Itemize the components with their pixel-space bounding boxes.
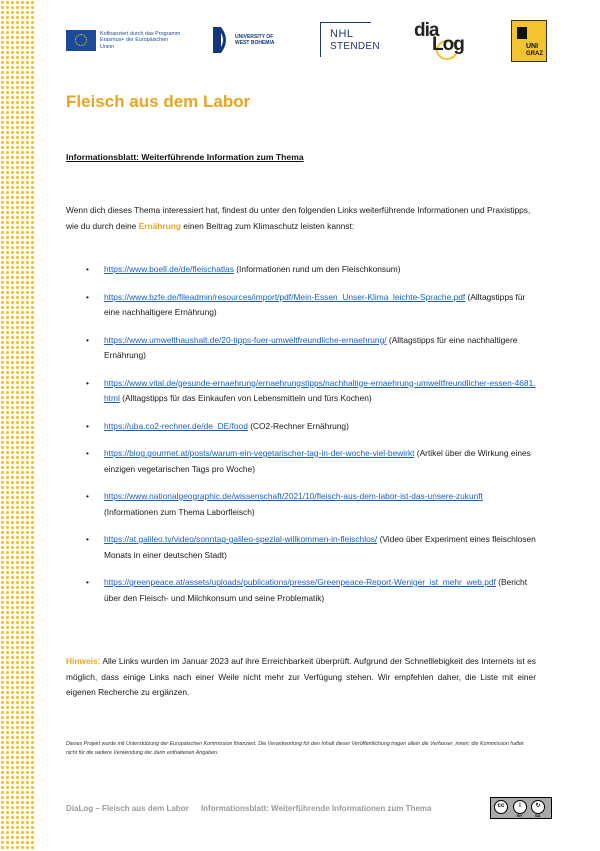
list-item [66, 290, 536, 321]
dotted-margin-decoration [0, 0, 36, 851]
link-description: (Video über Experiment eines fleischlosen Monats in einer deutschen Stadt) [104, 534, 536, 560]
list-item [66, 376, 536, 407]
funding-disclaimer: Dieses Projekt wurde mit Unterstützung der Europäischen Kommission finanziert. Die Verantwortung für den Inhalt dieser Veröffentlichung tragen allein die Verfasser_innen; die Kommission haftet nicht für die weitere Verwendung der darin enthaltenen Angaben. [66, 741, 524, 756]
footer-left: DiaLog – Fleisch aus dem Labor [66, 804, 189, 813]
list-item [66, 575, 536, 606]
resource-link[interactable]: https://www.nationalgeographic.de/wissenschaft/2021/10/fleisch-aus-dem-labor-ist-das-unsere-zukunft [104, 491, 483, 501]
dialog-logo [414, 20, 466, 60]
link-description: (Artikel über die Wirkung eines einzigen vegetarischen Tags pro Woche) [104, 448, 531, 474]
link-description: (CO2-Rechner Ernährung) [247, 420, 349, 431]
resource-link[interactable]: https://uba.co2-rechner.de/de_DE/food [104, 420, 248, 431]
list-item [66, 333, 536, 364]
by-label: BY [517, 813, 523, 818]
page-subtitle: Informationsblatt: Weiterführende Information zum Thema [66, 152, 304, 162]
sa-label: SA [535, 813, 541, 818]
link-description: (Alltagstipps für eine nachhaltigere Ernährung) [104, 291, 526, 317]
uni-text: UNI [526, 43, 539, 50]
logo-header [66, 20, 556, 64]
uwb-mark-icon [213, 25, 231, 55]
sa-share-alike-icon: ↻ [531, 800, 545, 814]
intro-text-after: einen Beitrag zum Klimaschutz leisten kannst: [180, 220, 355, 231]
intro-text-before: Wenn dich dieses Thema interessiert hat, findest du unter den folgenden Links weiterführende Informationen und Praxistipps, wie du durch deine [66, 205, 531, 231]
graz-text: GRAZ [526, 51, 543, 57]
stenden-text: STENDEN [330, 41, 380, 52]
link-description: (Bericht über den Fleisch- und Milchkonsum und seine Problematik) [104, 577, 528, 603]
resource-link[interactable]: https://www.vital.de/gesunde-ernaehrung/ernaehrungstipps/nachhaltige-ernaehrung-umweltfreundlicher-essen-4681.html [104, 377, 536, 403]
list-item [66, 489, 536, 520]
intro-paragraph [66, 203, 536, 234]
footer-right: Informationsblatt: Weiterführende Informationen zum Thema [200, 804, 432, 813]
hint-paragraph [66, 654, 536, 701]
resource-link[interactable]: https://greenpeace.at/assets/uploads/publications/presse/Greenpeace-Report-Weniger_ist_mehr_web.pdf [104, 577, 496, 587]
resource-link[interactable]: https://www.boell.de/de/fleischatlas [104, 264, 234, 274]
uwb-logo [213, 25, 275, 55]
intro-highlight: Ernährung [138, 220, 181, 231]
link-description: (Alltagstipps für eine nachhaltigere Ernährung) [104, 334, 518, 360]
link-description: (Informationen rund um den Fleischkonsum) [233, 264, 401, 274]
eu-flag-icon [66, 30, 96, 51]
nhl-text: NHL [330, 28, 354, 40]
page-title: Fleisch aus dem Labor [66, 92, 251, 111]
link-description: (Alltagstipps für das Einkaufen von Lebensmitteln und fürs Kochen) [119, 393, 372, 403]
nhl-stenden-logo [320, 22, 380, 58]
erasmus-text: Kofinanziert durch das Programm Erasmus+ der Europäischen Union [100, 30, 181, 50]
hint-label: Hinweis: [66, 656, 101, 666]
dialog-text-top: dia [414, 20, 439, 41]
hint-text: Alle Links wurden im Januar 2023 auf ihre Erreichbarkeit überprüft. Aufgrund der Schnelllebigkeit des Internets ist es möglich, dass einige Links nach einer Weile nicht mehr zur Verfügung stehen. Wir empfehlen daher, die Liste mit einer eigenen Recherche zu ergänzen. [66, 656, 536, 697]
resource-link[interactable]: https://blog.gourmet.at/posts/warum-ein-vegetarischer-tag-in-der-woche-viel-bewirkt [104, 448, 415, 458]
resource-link-list [66, 262, 536, 606]
cc-license-badge [490, 797, 552, 819]
page-footer [66, 804, 441, 813]
uni-graz-logo [511, 20, 547, 62]
resource-link[interactable]: https://at.galileo.tv/video/sonntag-galileo-spezial-willkommen-in-fleischlos/ [104, 534, 378, 544]
list-item [66, 262, 536, 278]
list-item [66, 446, 536, 477]
list-item [66, 532, 536, 563]
link-description: (Informationen zum Thema Laborfleisch) [104, 506, 255, 517]
resource-link[interactable]: https://www.umwelthaushalt.de/20-tipps-fuer-umweltfreundliche-ernaehrung/ [104, 334, 387, 345]
uwb-text: UNIVERSITY OF WEST BOHEMIA [235, 34, 275, 46]
erasmus-logo [66, 30, 182, 51]
list-item [66, 419, 536, 435]
dialog-text-bottom: Log [432, 34, 464, 55]
cc-icon: cc [494, 800, 508, 814]
by-attribution-icon: i [513, 800, 527, 814]
resource-link[interactable]: https://www.bzfe.de/fileadmin/resources/import/pdf/Mein-Essen_Unser-Klima_leichte-Sprache.pdf [104, 291, 466, 302]
